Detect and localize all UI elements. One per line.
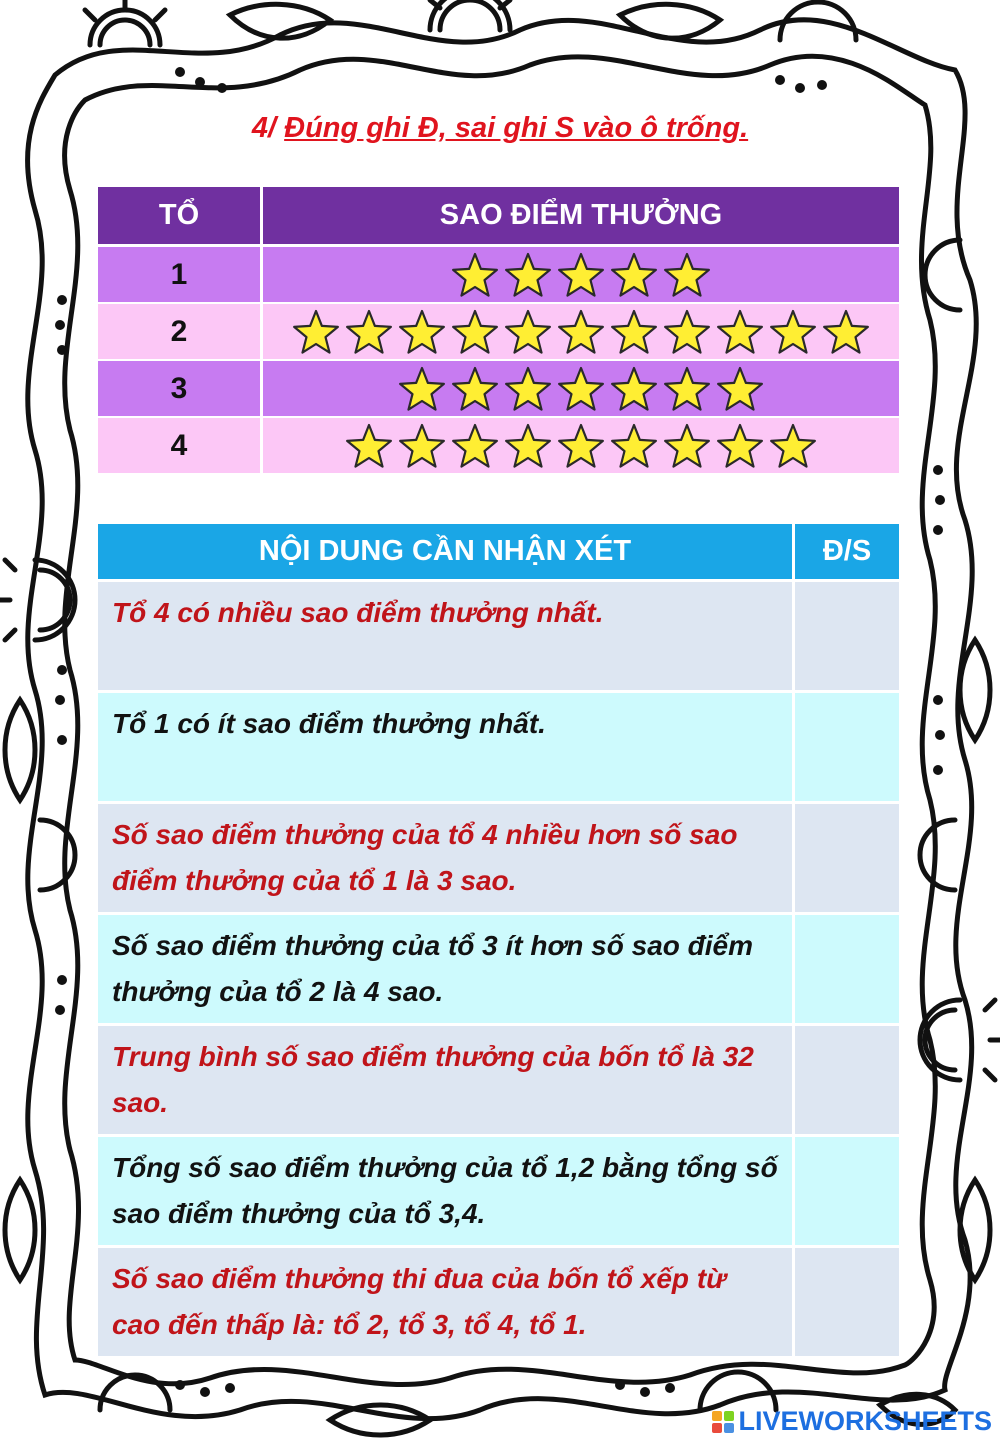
star-row: [98, 247, 899, 304]
star-icon: [661, 364, 713, 414]
statement-row: [98, 804, 899, 915]
answer-input[interactable]: [795, 1137, 899, 1237]
watermark-text: LIVEWORKSHEETS: [738, 1406, 992, 1436]
star-group: [263, 304, 899, 359]
star-icon: [555, 421, 607, 471]
answer-input[interactable]: [795, 804, 899, 904]
statement-row: [98, 915, 899, 1026]
true-false-table: [98, 524, 899, 1359]
star-row: [98, 361, 899, 418]
group-label: 4: [98, 418, 263, 475]
star-icon: [661, 307, 713, 357]
star-icon: [502, 250, 554, 300]
star-icon: [396, 307, 448, 357]
star-group: [263, 418, 899, 473]
star-icon: [714, 364, 766, 414]
star-table-header: [98, 187, 899, 247]
star-icon: [396, 364, 448, 414]
statement-text: Số sao điểm thưởng của tổ 4 nhiều hơn số sao điểm thưởng của tổ 1 là 3 sao.: [98, 804, 795, 915]
statement-row: [98, 1026, 899, 1137]
answer-cell[interactable]: [795, 804, 899, 915]
star-icon: [767, 421, 819, 471]
header-group: TỔ: [98, 187, 263, 247]
exercise-number: 4/: [251, 112, 277, 144]
star-row: [98, 418, 899, 475]
star-row: [98, 304, 899, 361]
statement-text: Tổng số sao điểm thưởng của tổ 1,2 bằng tổng số sao điểm thưởng của tổ 3,4.: [98, 1137, 795, 1248]
answer-cell[interactable]: [795, 915, 899, 1026]
header-answer: Đ/S: [795, 524, 899, 582]
statement-text: Trung bình số sao điểm thưởng của bốn tổ là 32 sao.: [98, 1026, 795, 1137]
liveworksheets-watermark: [712, 1406, 992, 1437]
star-icon: [290, 307, 342, 357]
star-icon: [555, 307, 607, 357]
star-icon: [820, 307, 872, 357]
star-icon: [449, 250, 501, 300]
star-icon: [661, 250, 713, 300]
group-label: 3: [98, 361, 263, 418]
statement-text: Số sao điểm thưởng thi đua của bốn tổ xếp từ cao đến thấp là: tổ 2, tổ 3, tổ 4, tổ 1.: [98, 1248, 795, 1359]
answer-input[interactable]: [795, 693, 899, 793]
star-icon: [449, 421, 501, 471]
group-label: 2: [98, 304, 263, 361]
header-content: NỘI DUNG CẦN NHẬN XÉT: [98, 524, 795, 582]
statement-row: [98, 1137, 899, 1248]
star-icon: [608, 421, 660, 471]
liveworksheets-logo-icon: [712, 1411, 734, 1433]
exercise-title: [0, 112, 1000, 145]
star-icon: [714, 421, 766, 471]
answer-cell[interactable]: [795, 1137, 899, 1248]
star-icon: [661, 421, 713, 471]
star-table: [98, 187, 899, 475]
star-icon: [502, 307, 554, 357]
answer-input[interactable]: [795, 1026, 899, 1126]
star-icon: [449, 307, 501, 357]
star-icon: [396, 421, 448, 471]
star-icon: [555, 364, 607, 414]
statement-text: Tổ 1 có ít sao điểm thưởng nhất.: [98, 693, 795, 804]
statement-text: Tổ 4 có nhiều sao điểm thưởng nhất.: [98, 582, 795, 693]
statement-text: Số sao điểm thưởng của tổ 3 ít hơn số sao điểm thưởng của tổ 2 là 4 sao.: [98, 915, 795, 1026]
statement-row: [98, 582, 899, 693]
star-icon: [555, 250, 607, 300]
star-icon: [502, 421, 554, 471]
star-icon: [714, 307, 766, 357]
star-icon: [343, 421, 395, 471]
statement-row: [98, 693, 899, 804]
check-table-header: [98, 524, 899, 582]
answer-input[interactable]: [795, 1248, 899, 1348]
answer-cell[interactable]: [795, 1248, 899, 1359]
star-icon: [343, 307, 395, 357]
star-icon: [767, 307, 819, 357]
star-icon: [608, 307, 660, 357]
star-icon: [608, 250, 660, 300]
answer-input[interactable]: [795, 915, 899, 1015]
exercise-instruction: Đúng ghi Đ, sai ghi S vào ô trống.: [284, 112, 749, 144]
star-group: [263, 247, 899, 302]
answer-cell[interactable]: [795, 582, 899, 693]
group-label: 1: [98, 247, 263, 304]
answer-cell[interactable]: [795, 1026, 899, 1137]
star-icon: [502, 364, 554, 414]
answer-cell[interactable]: [795, 693, 899, 804]
header-stars: SAO ĐIỂM THƯỞNG: [263, 187, 899, 247]
statement-row: [98, 1248, 899, 1359]
star-icon: [449, 364, 501, 414]
star-group: [263, 361, 899, 416]
star-icon: [608, 364, 660, 414]
answer-input[interactable]: [795, 582, 899, 682]
